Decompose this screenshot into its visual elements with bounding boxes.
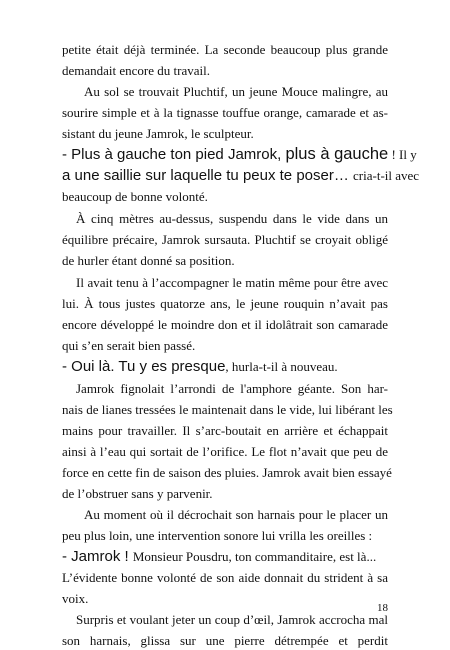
dialogue-tail: Monsieur Pousdru, ton commanditaire, est là... — [132, 549, 377, 564]
dialogue-tail: , hurla-t-il à nouveau. — [225, 359, 338, 374]
text-line: son harnais, glissa sur une pierre détrempée et perdit — [62, 633, 388, 648]
dialogue-line — [62, 145, 417, 164]
text-line: Il avait tenu à l’accompagner le matin même pour être avec — [76, 275, 388, 290]
text-line: sistant du jeune Jamrok, le sculpteur. — [62, 126, 254, 141]
text-line: lui. À tous justes quatorze ans, le jeune rouquin n’avait pas — [62, 296, 388, 311]
text-line: beaucoup de bonne volonté. — [62, 189, 208, 204]
text-line: qui s’en serait bien passé. — [62, 338, 196, 353]
dialogue-tail: cria-t-il avec — [353, 168, 420, 183]
dialogue-text: - Oui là. Tu y es presque — [62, 358, 226, 375]
page-number: 18 — [377, 602, 388, 614]
dialogue-text: - Plus à gauche ton pied Jamrok, — [62, 146, 286, 163]
text-line: demandait encore du travail. — [62, 63, 210, 78]
text-line: force en cette fin de saison des pluies. Jamrok avait bien essayé — [62, 465, 392, 480]
text-line: Au moment où il décrochait son harnais pour le placer un — [84, 507, 388, 522]
dialogue-line — [62, 166, 420, 185]
dialogue-line — [62, 547, 388, 566]
text-line: encore développé le moindre don et il idolâtrait son camarade — [62, 317, 388, 332]
text-line: petite était déjà terminée. La seconde beaucoup plus grande — [62, 42, 388, 57]
text-line: équilibre précaire, Jamrok sursauta. Pluchtif se croyait obligé — [62, 232, 388, 247]
text-line: Au sol se trouvait Pluchtif, un jeune Mouce malingre, au — [84, 84, 388, 99]
text-line: nais de lianes tressées le maintenait dans le vide, lui libérant les — [62, 402, 393, 417]
dialogue-line — [62, 357, 388, 376]
text-line: sourire simple et à la tignasse touffue orange, camarade et as- — [62, 105, 388, 120]
text-line: de l’obstruer sans y parvenir. — [62, 486, 213, 501]
dialogue-text: a une saillie sur laquelle tu peux te poser… — [62, 167, 354, 184]
text-line: peu plus loin, une intervention sonore lui vrilla les oreilles : — [62, 528, 373, 543]
text-line: de hurler étant donné sa position. — [62, 253, 235, 268]
text-line: L’évidente bonne volonté de son aide donnait du strident à sa — [62, 570, 388, 585]
text-line: voix. — [62, 591, 89, 606]
text-line: Surpris et voulant jeter un coup d’œil, Jamrok accrocha mal — [76, 612, 388, 627]
text-line: ainsi à l’eau qui sortait de l’orifice. Le flot n’avait que peu de — [62, 444, 388, 459]
dialogue-tail: ! Il y — [388, 147, 417, 162]
text-line: mains pour travailler. Il s’arc-boutait en arrière et échappait — [62, 423, 388, 438]
text-line: À cinq mètres au-dessus, suspendu dans le vide dans un — [76, 211, 388, 226]
dialogue-emphasis: plus à gauche — [285, 145, 389, 163]
text-line: Jamrok fignolait l’arrondi de l'amphore géante. Son har- — [76, 381, 388, 396]
dialogue-text: - Jamrok ! — [62, 548, 133, 565]
